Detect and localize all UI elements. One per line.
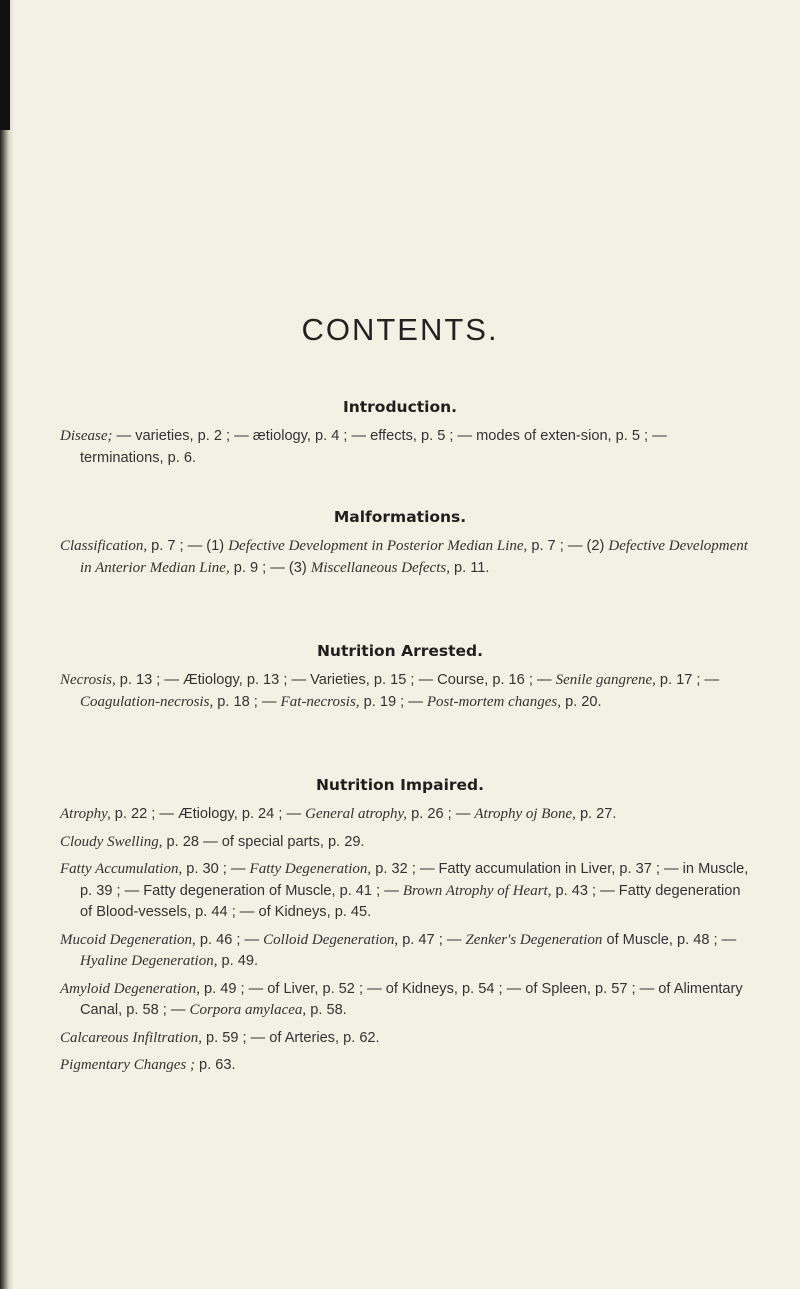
section-heading: Malformations. — [333, 508, 467, 526]
contents-entry — [60, 1028, 750, 1050]
entry-topic: Miscellaneous Defects, — [310, 559, 450, 576]
contents-entry — [60, 1055, 750, 1077]
entry-text: p. 49. — [217, 953, 259, 969]
contents-entry — [60, 859, 750, 924]
section-entries — [0, 670, 800, 713]
section-introduction — [0, 398, 800, 469]
contents-entry — [60, 670, 750, 713]
entry-text: p. 58. — [306, 1002, 347, 1018]
entry-topic: Calcareous Infiltration, — [60, 1029, 202, 1046]
section-entries — [0, 426, 800, 469]
entry-topic: Zenker's Degeneration — [465, 931, 603, 948]
entry-topic: Corpora amylacea, — [189, 1002, 307, 1018]
entry-text: p. 27. — [575, 806, 617, 822]
entry-topic: Defective Development in Anterior Median Line, — [80, 538, 748, 576]
entry-topic: Fatty Accumulation, — [60, 861, 183, 877]
entry-text: p. 49 ; — of Liver, p. 52 ; — of Kidneys, p. 54 ; — of Spleen, p. 57 ; — of Alimentary Canal, p. 58 ; — — [80, 980, 743, 1018]
entry-text: p. 9 ; — (3) — [229, 559, 311, 576]
section-heading: Nutrition Arrested. — [316, 642, 484, 660]
section-malformations — [0, 508, 800, 579]
entry-text: — varieties, p. 2 ; — ætiology, p. 4 ; — effects, p. 5 ; — modes of exten-sion, p. 5 ; — terminations, p. 6. — [80, 428, 667, 466]
entry-topic: Pigmentary Changes ; — [60, 1057, 195, 1073]
entry-topic: Hyaline Degeneration, — [80, 953, 218, 969]
entry-text: p. 7 ; — (1) — [147, 538, 229, 554]
entry-topic: Atrophy, — [60, 806, 111, 822]
entry-topic: Post-mortem changes, — [426, 693, 562, 710]
contents-entry — [60, 804, 750, 826]
contents-entry — [60, 832, 750, 854]
section-nutrition-impaired — [0, 776, 800, 1077]
entry-topic: Cloudy Swelling, — [60, 833, 163, 850]
entry-topic: General atrophy, — [305, 806, 408, 822]
entry-text: p. 18 ; — — [213, 693, 281, 710]
entry-topic: Mucoid Degeneration, — [60, 931, 196, 948]
entry-topic: Amyloid Degeneration, — [60, 980, 200, 997]
contents-entry — [60, 426, 750, 469]
entry-text: p. 30 ; — — [182, 861, 250, 877]
page-title: CONTENTS. — [301, 312, 499, 347]
entry-text: p. 28 — of special parts, p. 29. — [162, 833, 365, 850]
entry-topic: Senile gangrene, — [555, 672, 656, 688]
contents-entry — [60, 979, 750, 1022]
entry-topic: Colloid Degeneration, — [263, 931, 399, 948]
section-heading: Nutrition Impaired. — [315, 776, 485, 794]
entry-text: p. 22 ; — Ætiology, p. 24 ; — — [110, 806, 306, 822]
entry-text: p. 63. — [194, 1057, 236, 1073]
entry-text: p. 32 ; — Fatty accumulation in Liver, p. 37 ; — in Muscle, p. 39 ; — Fatty degeneration of Muscle, p. 41 ; — — [80, 861, 749, 899]
entry-topic: Disease; — [60, 428, 113, 444]
entry-topic: Defective Development in Posterior Median Line, — [228, 538, 528, 554]
entry-topic: Atrophy oj Bone, — [474, 806, 576, 822]
entry-text: p. 7 ; — (2) — [527, 538, 609, 554]
entry-topic: Fatty Degeneration, — [249, 861, 372, 877]
entry-text: p. 43 ; — Fatty degeneration of Blood-vessels, p. 44 ; — of Kidneys, p. 45. — [80, 882, 741, 920]
section-entries — [0, 536, 800, 579]
entry-text: p. 46 ; — — [195, 931, 264, 948]
entry-topic: Classification, — [60, 538, 148, 554]
section-heading: Introduction. — [342, 398, 458, 416]
entry-topic: Brown Atrophy of Heart, — [402, 882, 552, 899]
entry-text: p. 17 ; — — [655, 672, 720, 688]
entry-text: of Muscle, p. 48 ; — — [602, 931, 737, 948]
entry-topic: Coagulation-necrosis, — [80, 693, 214, 710]
entry-text: p. 20. — [561, 693, 602, 710]
entry-topic: Necrosis, — [60, 672, 116, 688]
entry-text: p. 13 ; — Ætiology, p. 13 ; — Varieties, p. 15 ; — Course, p. 16 ; — — [115, 672, 556, 688]
entry-text: p. 26 ; — — [407, 806, 475, 822]
contents-entry — [60, 536, 750, 579]
section-entries — [0, 804, 800, 1077]
section-nutrition-arrested — [0, 642, 800, 713]
entry-text: p. 47 ; — — [398, 931, 466, 948]
entry-text: p. 59 ; — of Arteries, p. 62. — [201, 1029, 380, 1046]
contents-entry — [60, 930, 750, 973]
entry-text: p. 19 ; — — [359, 693, 427, 710]
entry-topic: Fat-necrosis, — [280, 693, 360, 710]
entry-text: p. 11. — [449, 559, 490, 576]
